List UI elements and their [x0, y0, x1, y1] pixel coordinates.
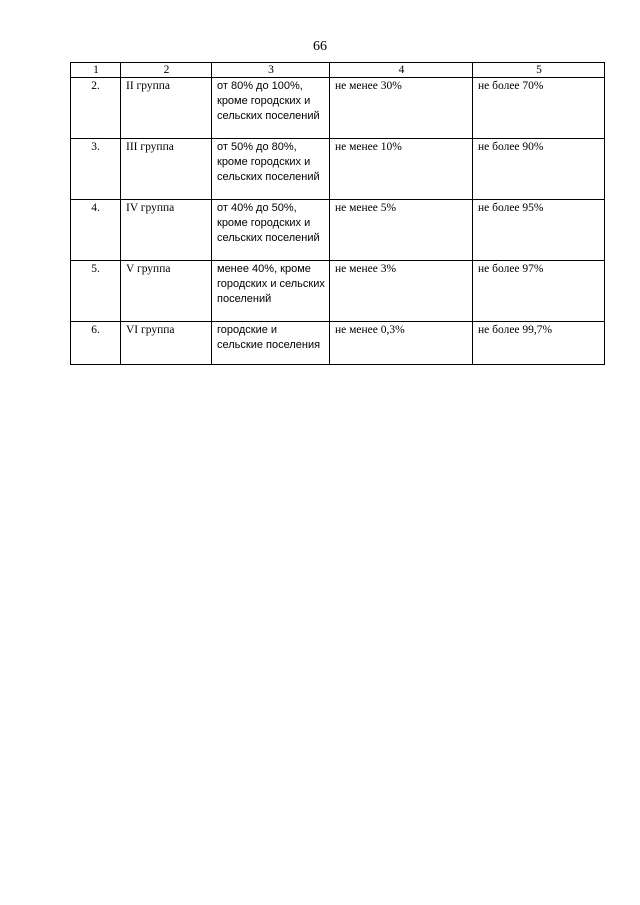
- minimum-value: не менее 5%: [330, 200, 473, 261]
- group-name: IV группа: [121, 200, 212, 261]
- share-range: от 40% до 50%, кроме городских и сельских поселений: [212, 200, 330, 261]
- minimum-value: не менее 10%: [330, 139, 473, 200]
- group-name: VI группа: [121, 322, 212, 365]
- minimum-value: не менее 3%: [330, 261, 473, 322]
- minimum-value: не менее 0,3%: [330, 322, 473, 365]
- maximum-value: не более 97%: [473, 261, 605, 322]
- minimum-value: не менее 30%: [330, 78, 473, 139]
- distribution-table: [70, 62, 605, 365]
- table-row: [71, 322, 605, 365]
- column-header-3: 3: [212, 63, 330, 78]
- row-number: 4.: [71, 200, 121, 261]
- maximum-value: не более 99,7%: [473, 322, 605, 365]
- table-row: [71, 200, 605, 261]
- page-number: 66: [313, 39, 327, 54]
- table-row: [71, 139, 605, 200]
- group-name: III группа: [121, 139, 212, 200]
- row-number: 3.: [71, 139, 121, 200]
- group-name: II группа: [121, 78, 212, 139]
- table-header-row: [71, 63, 605, 78]
- share-range: менее 40%, кроме городских и сельских поселений: [212, 261, 330, 322]
- maximum-value: не более 95%: [473, 200, 605, 261]
- table-row: [71, 261, 605, 322]
- maximum-value: не более 70%: [473, 78, 605, 139]
- row-number: 6.: [71, 322, 121, 365]
- row-number: 5.: [71, 261, 121, 322]
- column-header-2: 2: [121, 63, 212, 78]
- share-range: городские и сельские поселения: [212, 322, 330, 365]
- group-name: V группа: [121, 261, 212, 322]
- share-range: от 80% до 100%, кроме городских и сельских поселений: [212, 78, 330, 139]
- column-header-5: 5: [473, 63, 605, 78]
- row-number: 2.: [71, 78, 121, 139]
- maximum-value: не более 90%: [473, 139, 605, 200]
- column-header-1: 1: [71, 63, 121, 78]
- table-row: [71, 78, 605, 139]
- column-header-4: 4: [330, 63, 473, 78]
- share-range: от 50% до 80%, кроме городских и сельских поселений: [212, 139, 330, 200]
